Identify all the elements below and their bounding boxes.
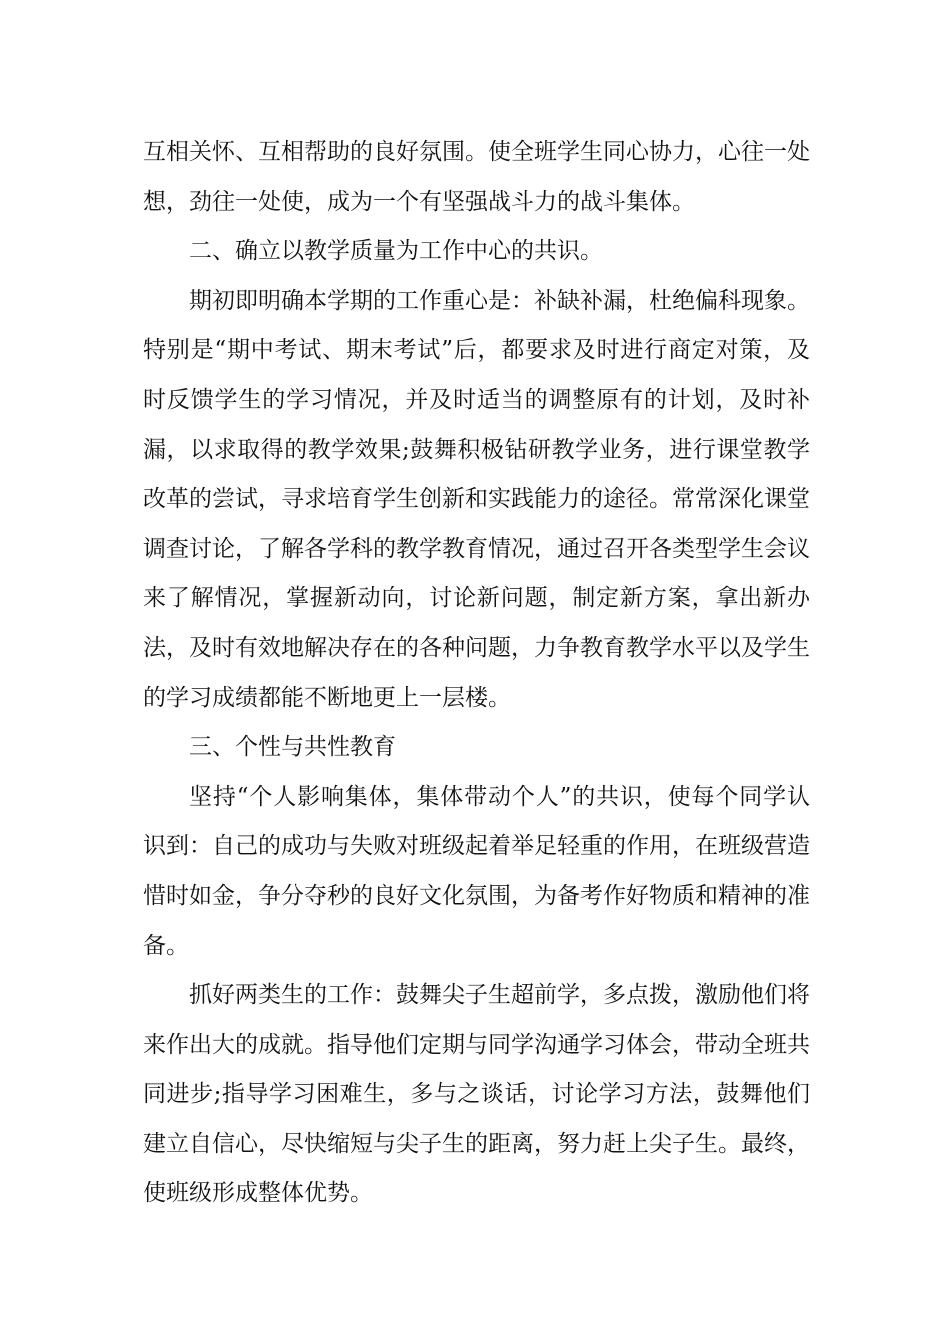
paragraph-continuation: 互相关怀、互相帮助的良好氛围。使全班学生同心协力，心往一处想，劲往一处使，成为一个有坚强战斗力的战斗集体。 bbox=[143, 139, 810, 215]
paragraph-two-student-types: 抓好两类生的工作：鼓舞尖子生超前学，多点拨，激励他们将来作出大的成就。指导他们定期与同学沟通学习体会，带动全班共同进步;指导学习困难生，多与之谈话，讨论学习方法，鼓舞他们建立自信心，尽快缩短与尖子生的距离，努力赶上尖子生。最终，使班级形成整体优势。 bbox=[143, 982, 810, 1207]
document-body bbox=[143, 128, 810, 1219]
section-heading-2: 二、确立以教学质量为工作中心的共识。 bbox=[189, 238, 603, 265]
paragraph-teaching-focus: 期初即明确本学期的工作重心是：补缺补漏，杜绝偏科现象。特别是“期中考试、期末考试”后，都要求及时进行商定对策，及时反馈学生的学习情况，并及时适当的调整原有的计划，及时补漏，以求取得的教学效果;鼓舞积极钻研教学业务，进行课堂教学改革的尝试，寻求培育学生创新和实践能力的途径。常常深化课堂调查讨论，了解各学科的教学教育情况，通过召开各类型学生会议来了解情况，掌握新动向，讨论新问题，制定新方案，拿出新办法，及时有效地解决存在的各种问题，力争教育教学水平以及学生的学习成绩都能不断地更上一层楼。 bbox=[143, 287, 810, 711]
section-heading-3: 三、个性与共性教育 bbox=[189, 734, 396, 761]
paragraph-collective-consensus: 坚持“个人影响集体，集体带动个人”的共识，使每个同学认识到：自己的成功与失败对班级起着举足轻重的作用，在班级营造惜时如金，争分夺秒的良好文化氛围，为备考作好物质和精神的准备。 bbox=[143, 783, 810, 959]
